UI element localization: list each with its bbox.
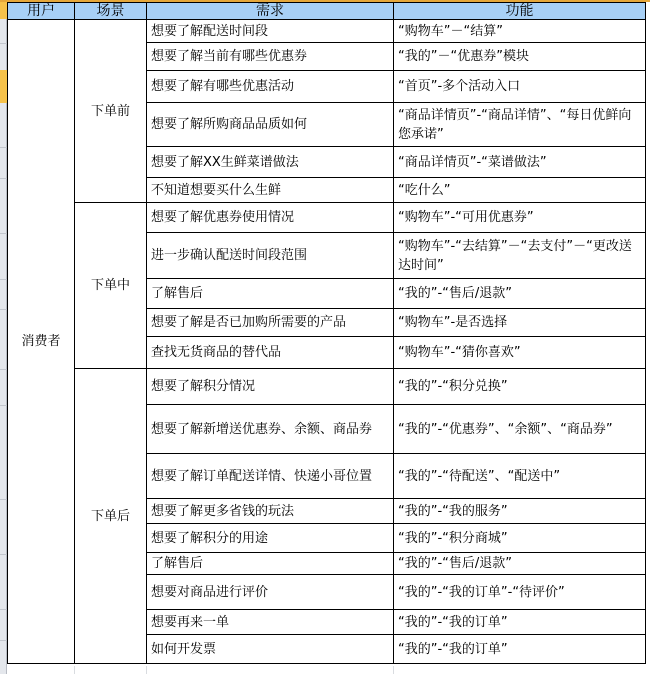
need-cell[interactable]: 想要再来一单 [147, 610, 394, 635]
need-cell[interactable]: 想要了解积分情况 [147, 369, 394, 405]
gridline [146, 666, 147, 674]
spreadsheet-table [7, 2, 646, 664]
feature-cell[interactable]: “我的”-“我的服务” [394, 499, 646, 524]
feature-cell[interactable]: “我的”-“我的订单” [394, 635, 646, 664]
need-cell[interactable]: 不知道想要买什么生鲜 [147, 178, 394, 203]
need-cell[interactable]: 想要了解更多省钱的玩法 [147, 499, 394, 524]
row-divider [0, 609, 7, 610]
need-cell[interactable]: 想要对商品进行评价 [147, 575, 394, 610]
column-header-feature[interactable]: 功能 [394, 3, 646, 20]
row-divider [0, 405, 7, 406]
need-cell[interactable]: 想要了解所购商品品质如何 [147, 103, 394, 147]
need-cell[interactable]: 了解售后 [147, 279, 394, 309]
need-cell[interactable]: 了解售后 [147, 553, 394, 575]
column-header-scene[interactable]: 场景 [75, 3, 147, 20]
row-divider [0, 147, 7, 148]
feature-cell[interactable]: “购物车”-“去结算”－“去支付”－“更改送达时间” [394, 233, 646, 279]
row-divider [0, 233, 7, 234]
selected-row-marker [0, 70, 7, 103]
user-cell[interactable]: 消费者 [8, 20, 75, 664]
gridline [393, 666, 394, 674]
scene-cell[interactable]: 下单前 [75, 20, 147, 203]
row-divider [0, 309, 7, 310]
row-divider [0, 554, 7, 555]
need-cell[interactable]: 想要了解积分的用途 [147, 524, 394, 553]
feature-cell[interactable]: “我的”-“我的订单”-“待评价” [394, 575, 646, 610]
need-cell[interactable]: 进一步确认配送时间段范围 [147, 233, 394, 279]
row-divider [0, 43, 7, 44]
column-header-need[interactable]: 需求 [147, 3, 394, 20]
feature-cell[interactable]: “我的”-“优惠券”、“余额”、“商品券” [394, 405, 646, 454]
row-header-gutter[interactable] [0, 0, 7, 674]
need-cell[interactable]: 想要了解当前有哪些优惠券 [147, 43, 394, 71]
header-row [8, 3, 646, 20]
feature-cell[interactable]: “购物车”-是否选择 [394, 309, 646, 337]
feature-cell[interactable]: “我的”-“积分兑换” [394, 369, 646, 405]
feature-cell[interactable]: “吃什么” [394, 178, 646, 203]
row-divider [0, 279, 7, 280]
scene-cell[interactable]: 下单后 [75, 369, 147, 664]
feature-cell[interactable]: “商品详情页”-“菜谱做法” [394, 147, 646, 178]
feature-cell[interactable]: “我的”-“待配送”、“配送中” [394, 454, 646, 499]
row-divider [0, 178, 7, 179]
column-header-user[interactable]: 用户 [8, 3, 75, 20]
selected-row-marker [0, 2, 7, 19]
table-row [8, 369, 646, 405]
row-divider [0, 499, 7, 500]
need-cell[interactable]: 想要了解有哪些优惠活动 [147, 71, 394, 103]
row-divider [0, 640, 7, 641]
feature-cell[interactable]: “我的”-“我的订单” [394, 610, 646, 635]
feature-cell[interactable]: “购物车”－“结算” [394, 20, 646, 43]
need-cell[interactable]: 如何开发票 [147, 635, 394, 664]
table-row [8, 20, 646, 43]
feature-cell[interactable]: “我的”-“积分商城” [394, 524, 646, 553]
feature-cell[interactable]: “我的”-“售后/退款” [394, 553, 646, 575]
row-divider [0, 369, 7, 370]
table-row [8, 203, 646, 233]
feature-cell[interactable]: “购物车”-“可用优惠券” [394, 203, 646, 233]
need-cell[interactable]: 想要了解订单配送详情、快递小哥位置 [147, 454, 394, 499]
scene-cell[interactable]: 下单中 [75, 203, 147, 369]
feature-cell[interactable]: “我的”-“售后/退款” [394, 279, 646, 309]
feature-cell[interactable]: “我的”－“优惠券”模块 [394, 43, 646, 71]
need-cell[interactable]: 想要了解优惠券使用情况 [147, 203, 394, 233]
gridline [74, 666, 75, 674]
feature-cell[interactable]: “购物车”-“猜你喜欢” [394, 337, 646, 369]
feature-cell[interactable]: “首页”-多个活动入口 [394, 71, 646, 103]
feature-cell[interactable]: “商品详情页”-“商品详情”、“每日优鲜向您承诺” [394, 103, 646, 147]
need-cell[interactable]: 想要了解配送时间段 [147, 20, 394, 43]
need-cell[interactable]: 查找无货商品的替代品 [147, 337, 394, 369]
need-cell[interactable]: 想要了解是否已加购所需要的产品 [147, 309, 394, 337]
need-cell[interactable]: 想要了解XX生鲜菜谱做法 [147, 147, 394, 178]
need-cell[interactable]: 想要了解新增送优惠券、余额、商品券 [147, 405, 394, 454]
